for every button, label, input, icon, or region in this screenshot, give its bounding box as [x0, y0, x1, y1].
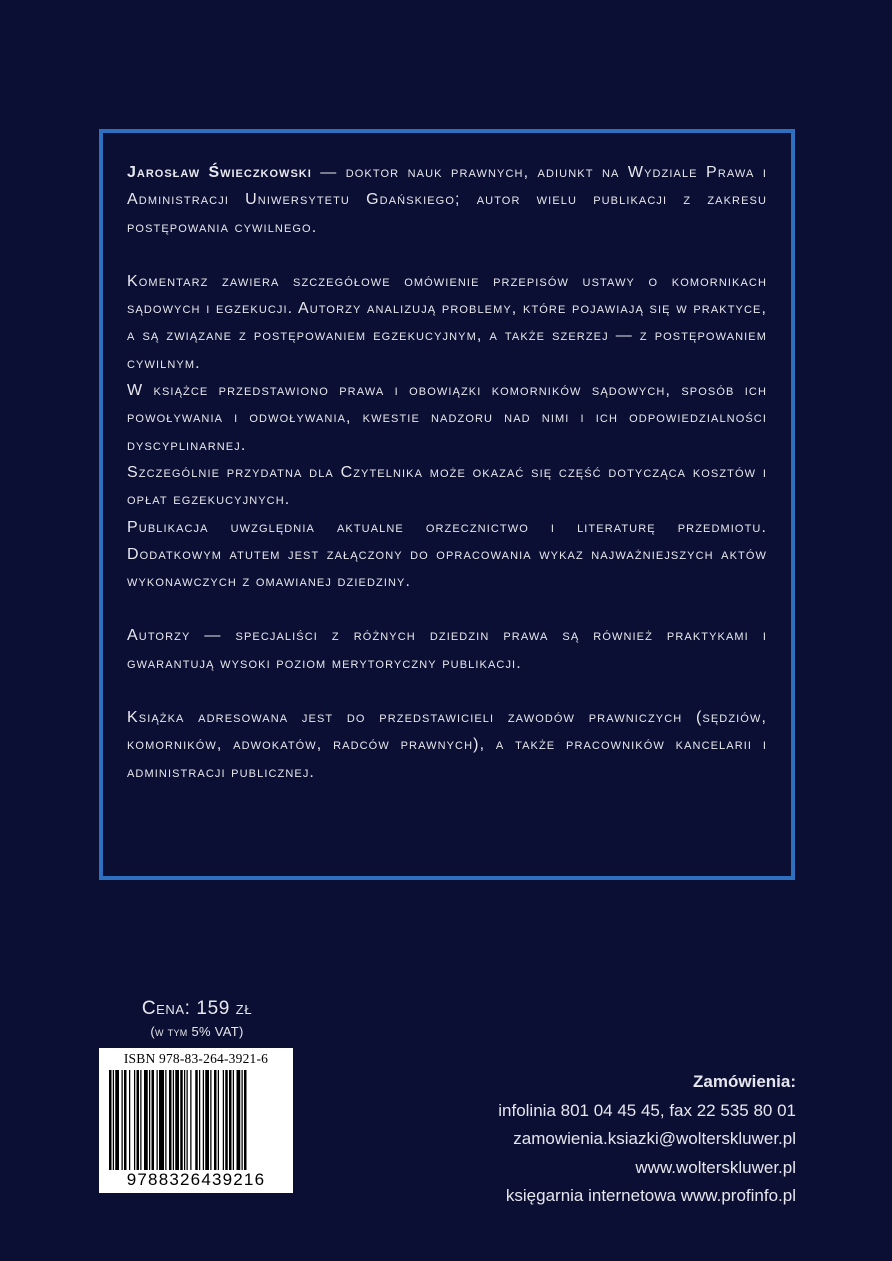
orders-email[interactable]: zamowienia.ksiazki@wolterskluwer.pl [513, 1129, 796, 1148]
isbn-barcode [99, 1048, 293, 1193]
isbn-label: ISBN 978-83-264-3921-6 [123, 1051, 269, 1066]
barcode-digits: 9788326439216 [103, 1170, 289, 1190]
author-paragraph [127, 159, 767, 241]
orders-block [498, 1068, 796, 1211]
barcode-bar [157, 1070, 158, 1170]
barcode-bar [175, 1070, 179, 1170]
barcode-bar [190, 1070, 191, 1170]
paragraph-duties: W książce przedstawiono prawa i obowiązki komorników sądowych, sposób ich powoływania i odwoływania, kwestie nadzoru nad nimi i ich odpowiedzialności dyscyplinarnej. [127, 382, 767, 454]
barcode-bar [122, 1070, 123, 1170]
barcode-bar [223, 1070, 224, 1170]
barcode-bar [210, 1070, 211, 1170]
barcode-bar [214, 1070, 217, 1170]
barcode-bar [225, 1070, 228, 1170]
barcode-bar [129, 1070, 130, 1170]
barcode-bar [137, 1070, 140, 1170]
barcode-bar [169, 1070, 172, 1170]
paragraph-case-law: Publikacja uwzględnia aktualne orzecznictwo i literaturę przedmiotu. Dodatkowym atutem jest załączony do opracowania wykaz najważniejszych aktów wykonawczych z omawianej dziedziny. [127, 518, 767, 591]
barcode-bar [199, 1070, 200, 1170]
price-block [118, 998, 276, 1039]
author-bio: — doktor nauk prawnych, adiunkt na Wydziale Prawa i Administracji Uniwersytetu Gdańskiego; autor wielu publikacji z zakresu postępowania cywilnego. [127, 164, 767, 236]
paragraph-authors: Autorzy — specjaliści z różnych dziedzin prawa są również praktykami i gwarantują wysoki poziom merytoryczny publikacji. [127, 627, 767, 672]
barcode-bars [107, 1070, 285, 1170]
barcode-bar [195, 1070, 198, 1170]
barcode-bar [242, 1070, 243, 1170]
paragraph-audience: Książka adresowana jest do przedstawicieli zawodów prawniczych (sędziów, komorników, adwokatów, radców prawnych), a także pracowników kancelarii i administracji publicznej. [127, 709, 767, 781]
author-name: Jarosław Świeczkowski [127, 164, 312, 181]
barcode-bar [144, 1070, 148, 1170]
barcode-bar [233, 1070, 234, 1170]
barcode-bar [113, 1070, 114, 1170]
barcode-bar [115, 1070, 119, 1170]
orders-phone: infolinia 801 04 45 45, fax 22 535 80 01 [498, 1100, 796, 1120]
paragraph-costs: Szczególnie przydatna dla Czytelnika może okazać się część dotycząca kosztów i opłat egzekucyjnych. [127, 463, 767, 509]
barcode-bar [203, 1070, 204, 1170]
barcode-bar [152, 1070, 155, 1170]
barcode-bar [205, 1070, 209, 1170]
barcode-bar [159, 1070, 164, 1170]
price-label: Cena: 159 zł [141, 998, 253, 1019]
barcode-bar [134, 1070, 135, 1170]
barcode-bar [165, 1070, 166, 1170]
orders-website[interactable]: www.wolterskluwer.pl [635, 1157, 796, 1177]
barcode-bar [218, 1070, 219, 1170]
orders-heading: Zamówienia: [693, 1072, 796, 1091]
barcode-bar [109, 1070, 112, 1170]
barcode-bar [180, 1070, 183, 1170]
vat-note: (w tym 5% VAT) [150, 1024, 244, 1039]
description-text [127, 159, 767, 786]
barcode-bar [187, 1070, 188, 1170]
description-frame [99, 129, 795, 880]
barcode-bar [140, 1070, 141, 1170]
paragraph-commentary: Komentarz zawiera szczegółowe omówienie przepisów ustawy o komornikach sądowych i egzekucji. Autorzy analizują problemy, które pojawiają się w praktyce, a są związane z postępowaniem egzekucyjnym, a także szerzej — z postępowaniem cywilnym. [127, 272, 767, 372]
barcode-bar [149, 1070, 150, 1170]
barcode-bar [124, 1070, 127, 1170]
barcode-bar [244, 1070, 247, 1170]
barcode-bar [184, 1070, 185, 1170]
orders-bookstore[interactable]: księgarnia internetowa www.profinfo.pl [505, 1186, 796, 1205]
barcode-bar [229, 1070, 232, 1170]
barcode-bar [237, 1070, 241, 1170]
barcode-bar [173, 1070, 174, 1170]
